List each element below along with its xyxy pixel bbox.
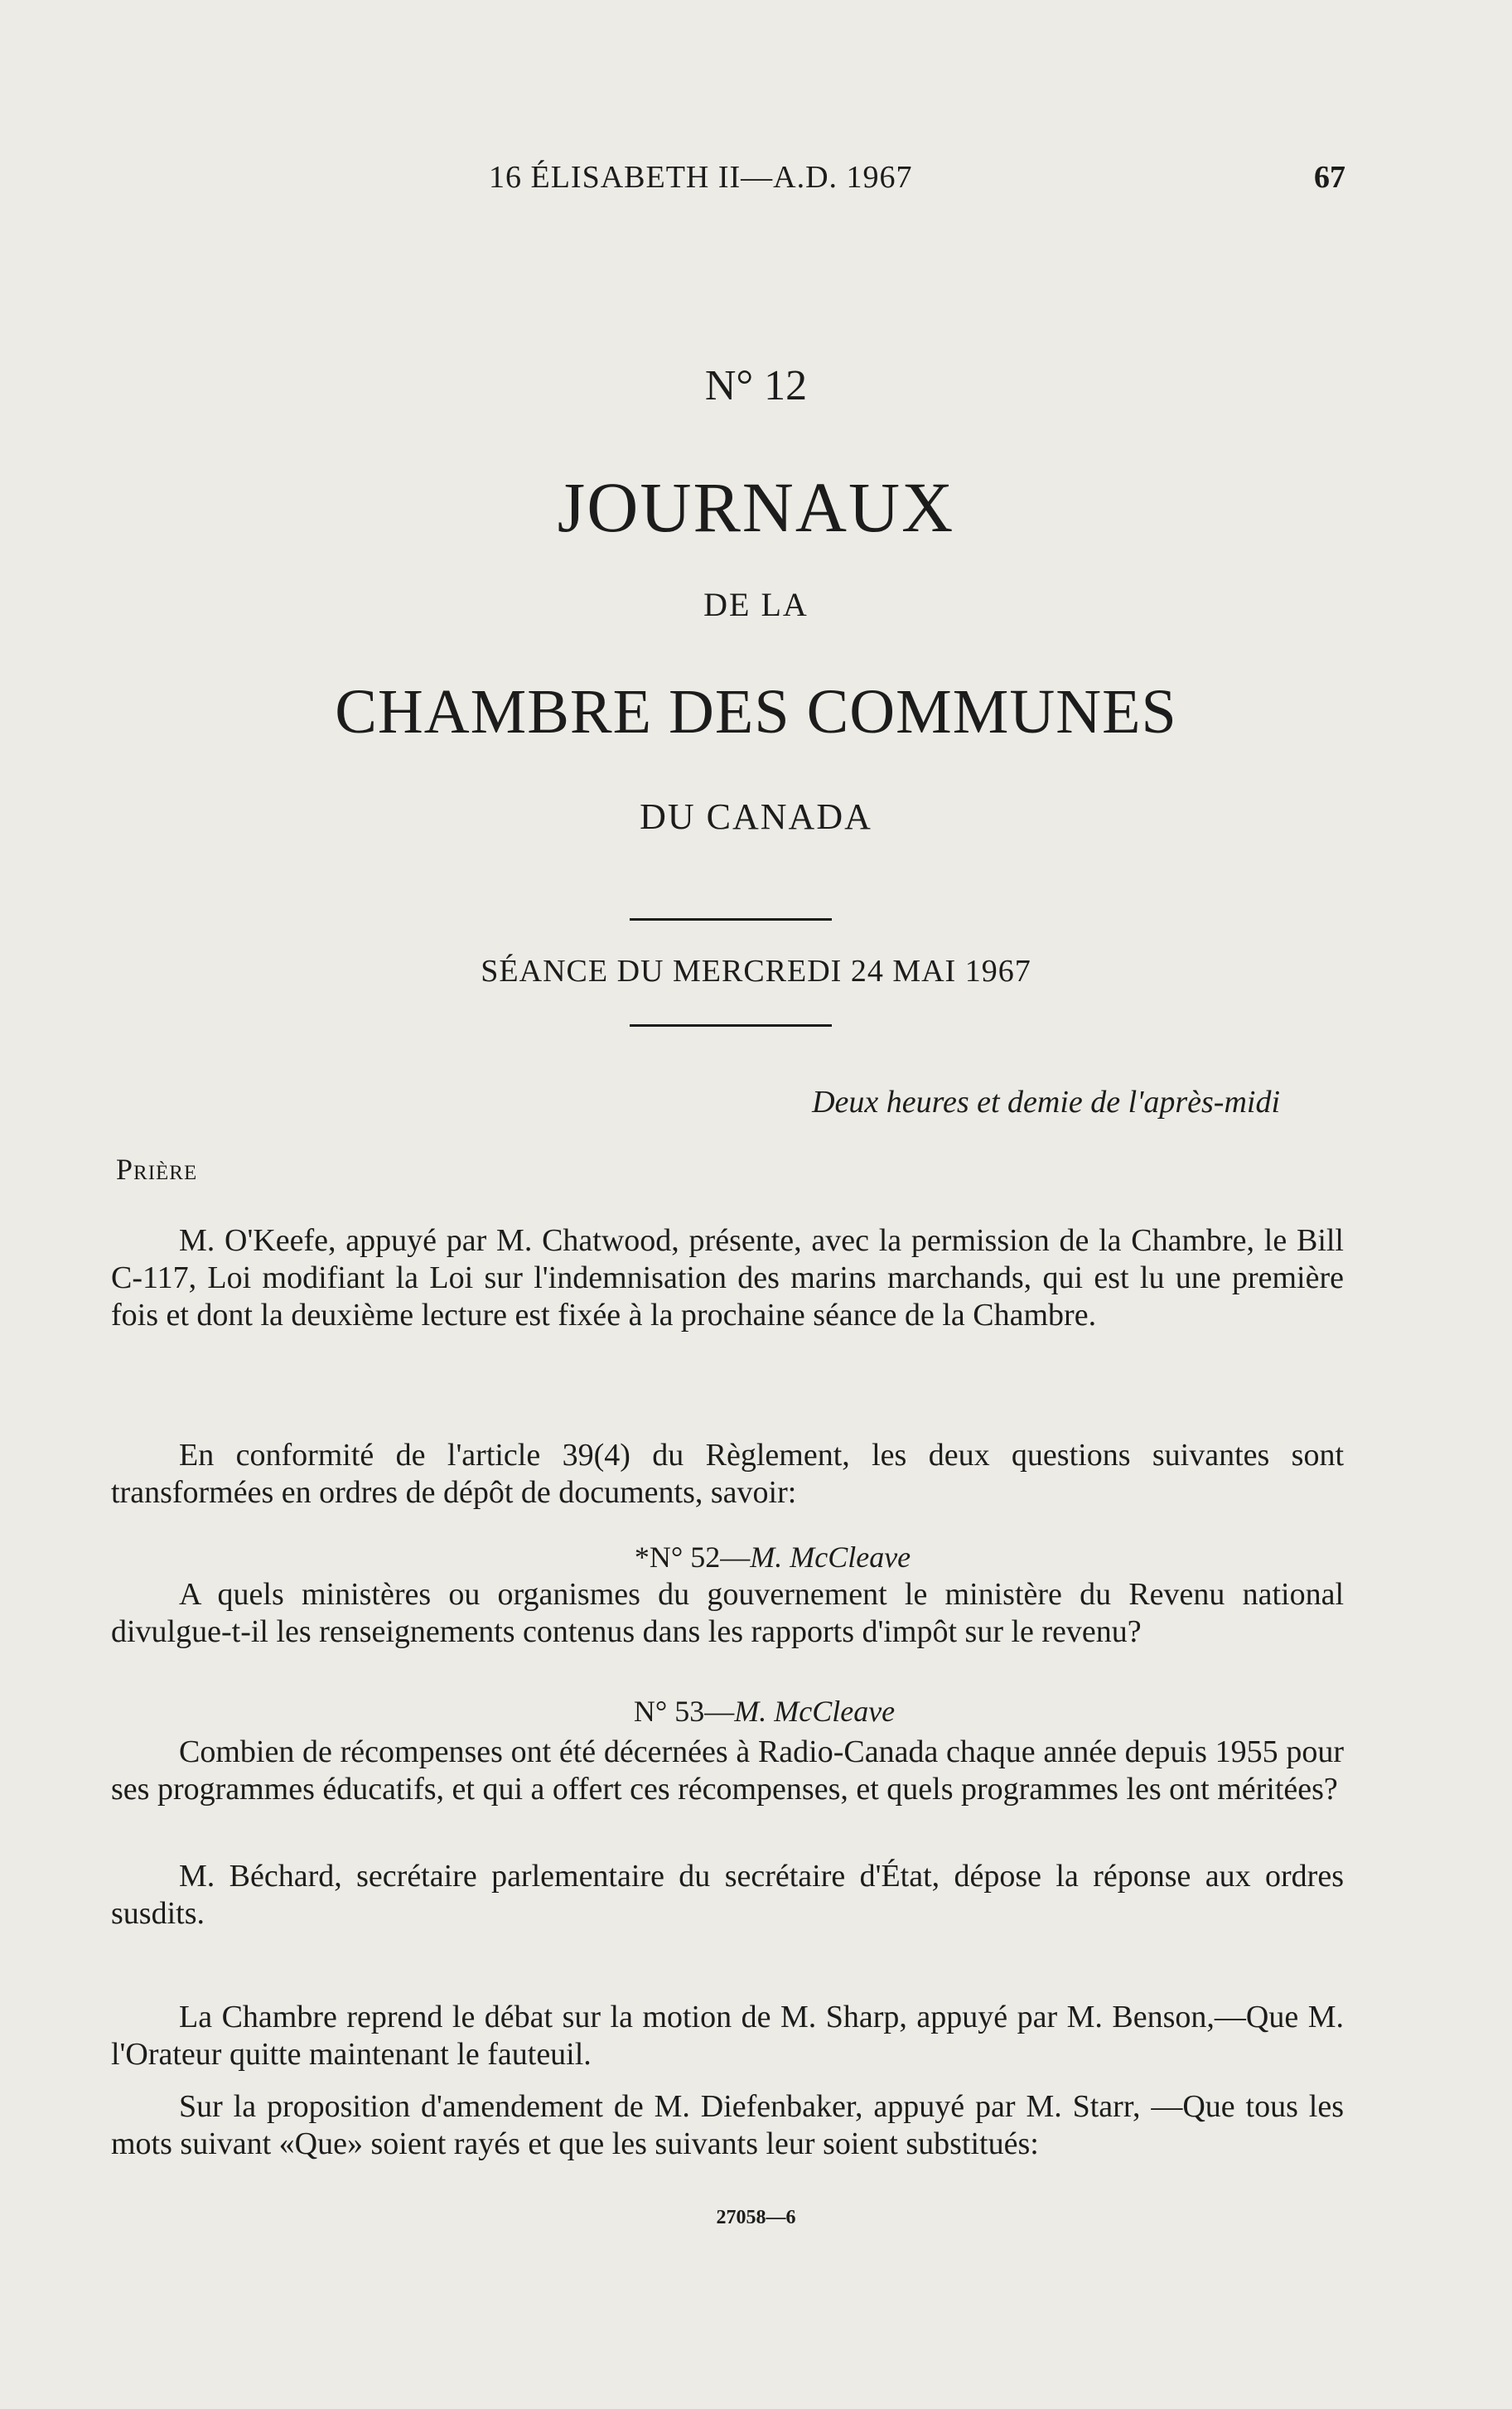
bill-paragraph: M. O'Keefe, appuyé par M. Chatwood, présente, avec la permission de la Chambre, le Bill C-117, Loi modifiant la Loi sur l'indemnisation des marins marchands, qui est lu une première fois et dont la deuxième lecture est fixée à la prochaine séance de la Chambre. [111,1223,1344,1333]
question-number: *N° 52— [634,1541,751,1574]
question-member: M. McCleave [734,1695,896,1728]
issue-number: N° 12 [704,362,808,409]
title-connector: DE LA [703,586,809,623]
question-number: N° 53— [633,1695,735,1728]
printer-code: 27058—6 [716,2207,796,2228]
question-member: M. McCleave [750,1541,911,1574]
divider-rule [630,1024,832,1027]
chamber-title: CHAMBRE DES COMMUNES [335,677,1177,747]
country-title: DU CANADA [640,796,872,837]
debate-paragraph: La Chambre reprend le débat sur la motion de M. Sharp, appuyé par M. Benson,—Que M. l'Orateur quitte maintenant le fauteuil. [111,2000,1344,2072]
amendment-paragraph: Sur la proposition d'amendement de M. Diefenbaker, appuyé par M. Starr, —Que tous les mots suivant «Que» soient rayés et que les suivants leur soient substitués: [111,2089,1344,2161]
answer-tabled-paragraph: M. Béchard, secrétaire parlementaire du secrétaire d'État, dépose la réponse aux ordres susdits. [111,1859,1344,1931]
running-header: 16 ÉLISABETH II—A.D. 1967 [489,160,913,195]
question-heading [0,1540,1512,1575]
question-text: Combien de récompenses ont été décernées à Radio-Canada chaque année depuis 1955 pour ses programmes éducatifs, et qui a offert ces récompenses, et quels programmes les ont méritées? [111,1734,1344,1807]
question-heading [0,1694,1512,1729]
question-text: A quels ministères ou organismes du gouvernement le ministère du Revenu national divulgue-t-il les renseignements contenus dans les rapports d'impôt sur le revenu? [111,1577,1344,1649]
sitting-date: SÉANCE DU MERCREDI 24 MAI 1967 [481,954,1031,989]
page-number: 67 [1314,160,1345,195]
standing-order-paragraph: En conformité de l'article 39(4) du Règlement, les deux questions suivantes sont transformées en ordres de dépôt de documents, savoir: [111,1438,1344,1510]
sitting-time: Deux heures et demie de l'après-midi [812,1085,1280,1120]
journal-title: JOURNAUX [557,467,955,547]
divider-rule [630,918,832,921]
section-heading-priere: Prière [116,1153,198,1186]
